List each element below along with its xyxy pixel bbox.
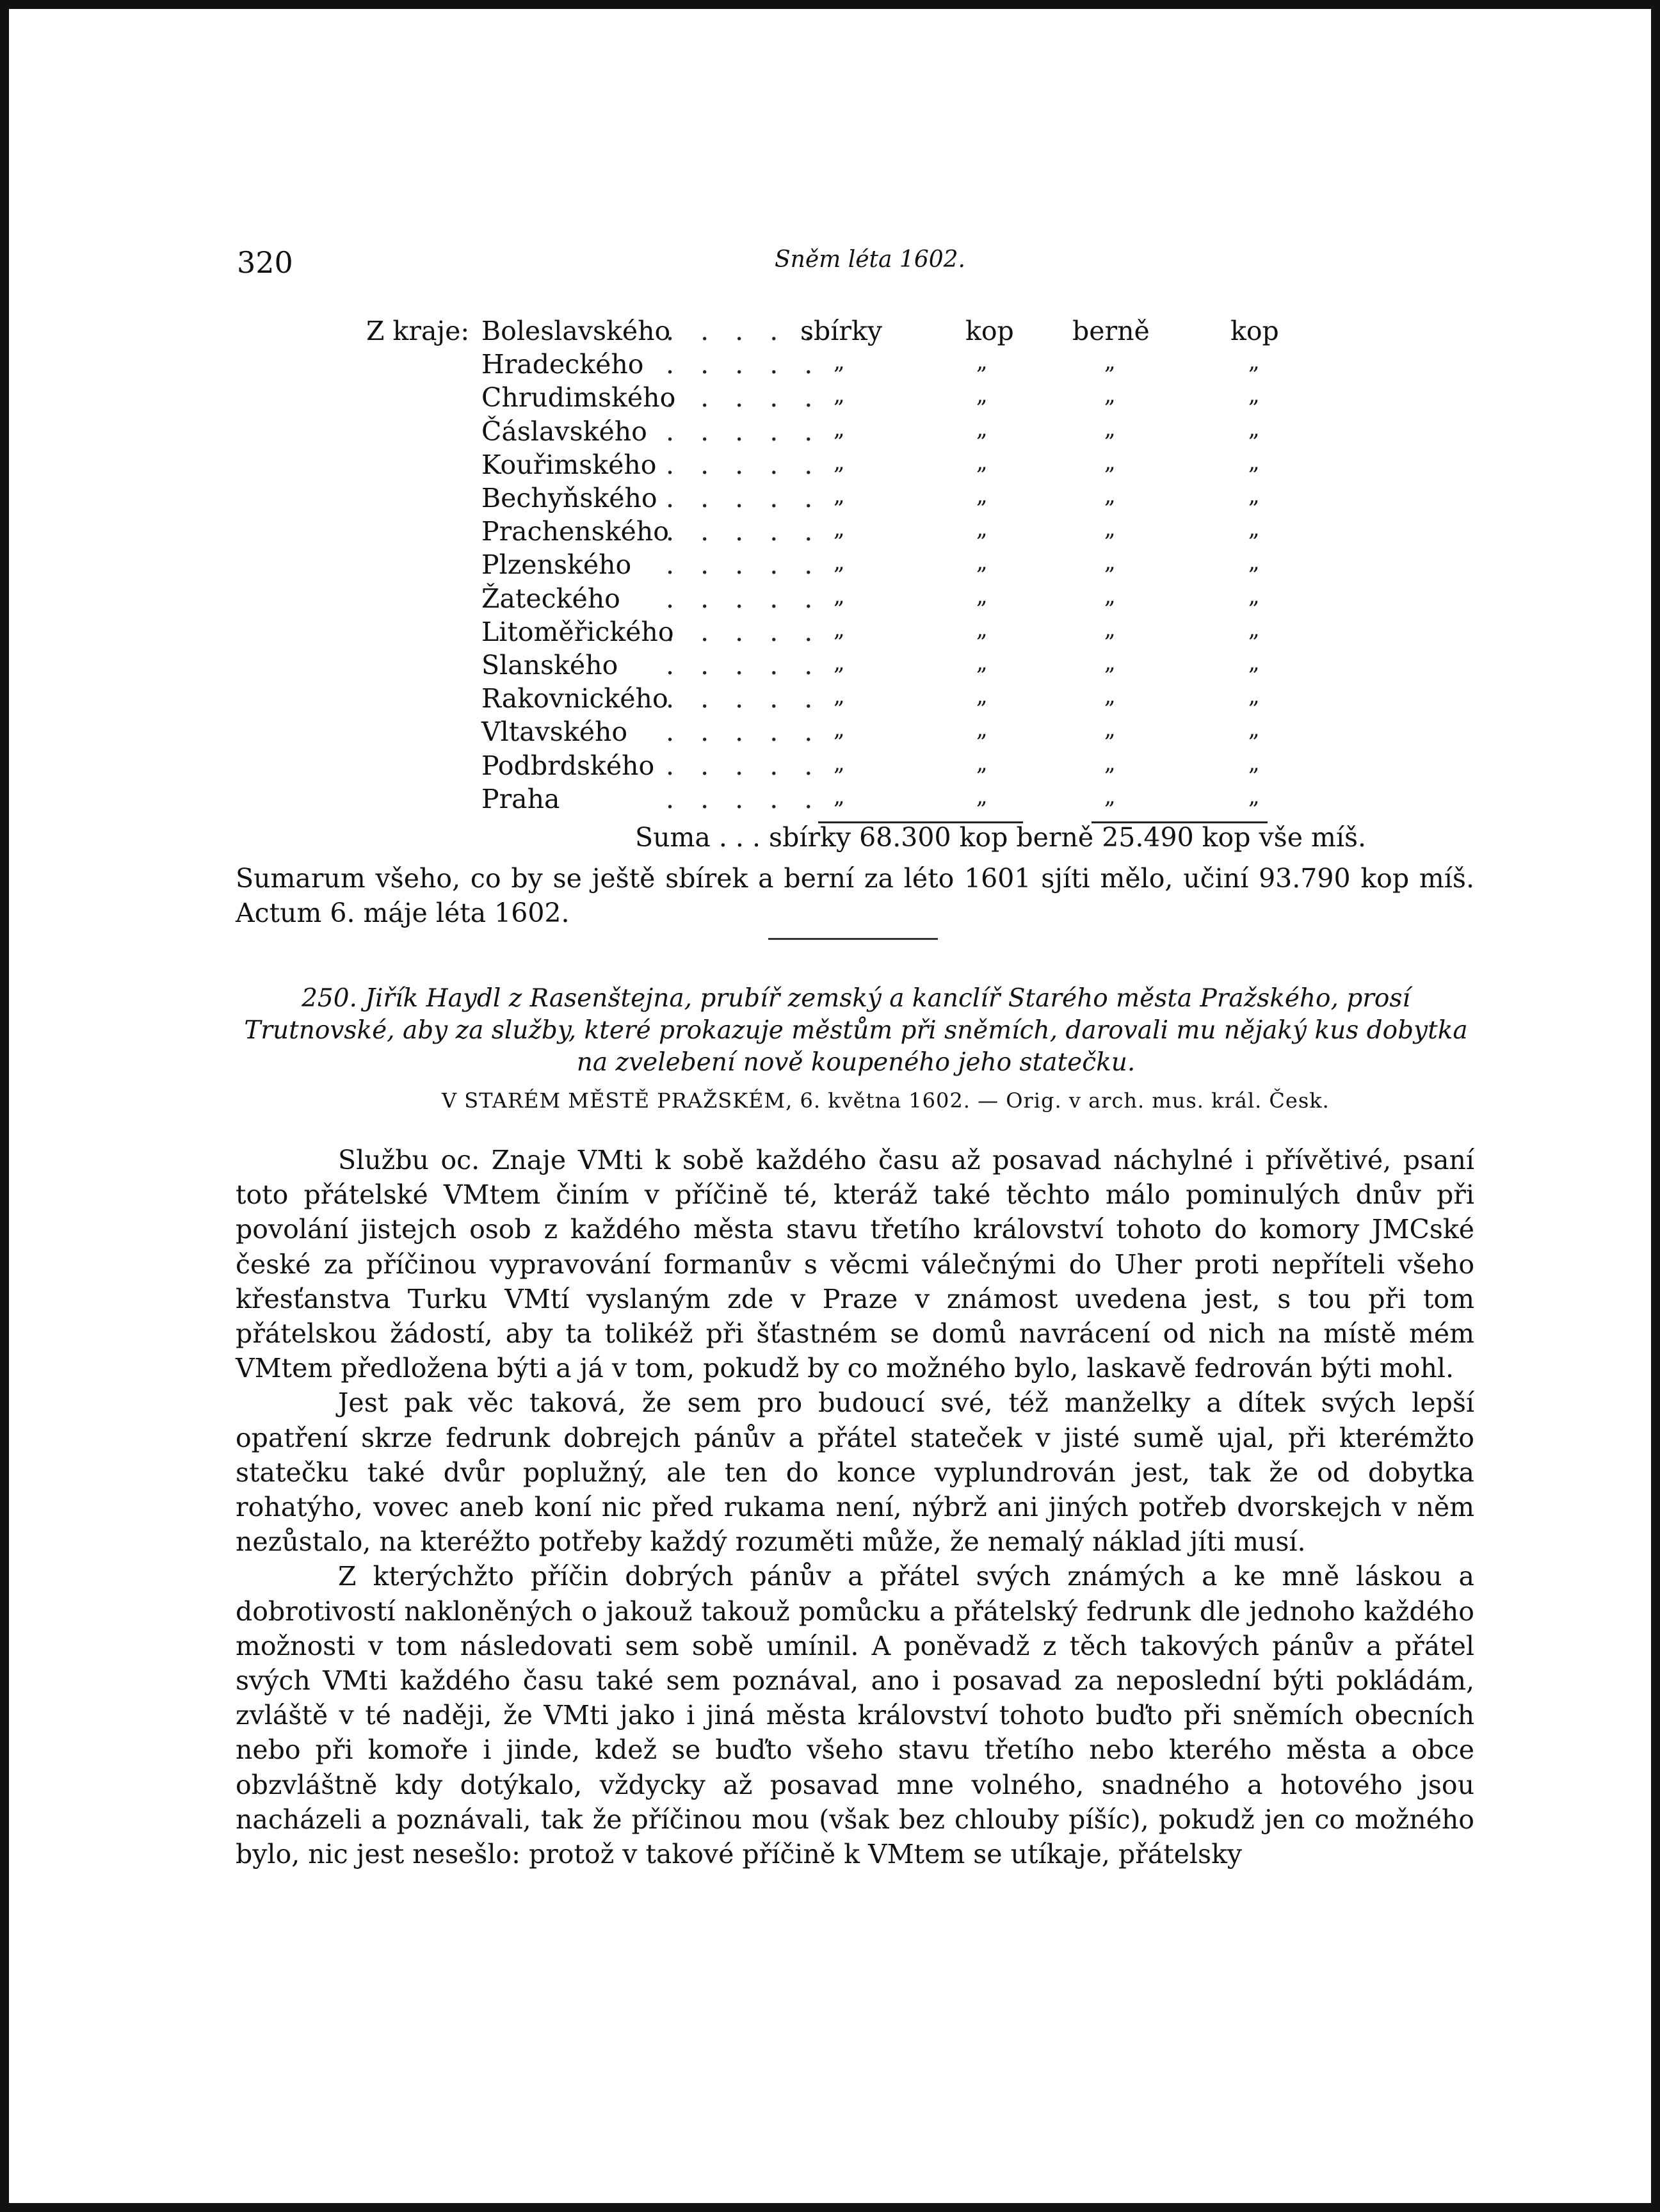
leader-dots: . . . . . — [666, 483, 822, 513]
ditto-mark: „ — [976, 516, 988, 542]
unit-label: kop — [1230, 316, 1279, 346]
ditto-mark: „ — [976, 416, 988, 442]
ditto-mark: „ — [1104, 449, 1116, 475]
ditto-mark: „ — [976, 549, 988, 575]
ditto-mark: „ — [976, 784, 988, 809]
ditto-mark: „ — [1104, 683, 1116, 709]
ditto-mark: „ — [1104, 617, 1116, 642]
ditto-mark: „ — [1248, 784, 1260, 809]
running-title: Sněm léta 1602. — [775, 246, 965, 273]
leader-dots: . . . . . — [666, 516, 822, 547]
table-prefix: Z kraje: — [366, 316, 470, 346]
ditto-mark: „ — [976, 716, 988, 742]
ditto-mark: „ — [976, 583, 988, 609]
ditto-mark: „ — [976, 349, 988, 375]
unit-label: kop — [965, 316, 1014, 346]
region-name: Bechyňského — [481, 483, 657, 513]
region-name: Slanského — [481, 650, 618, 681]
region-name: Chrudimského — [481, 382, 676, 413]
region-name: Litoměřického — [481, 617, 674, 647]
ditto-mark: „ — [834, 416, 845, 442]
document-heading: 250. Jiřík Haydl z Rasenštejna, prubíř zemský a kanclíř Starého města Pražského, prosí Trutnovské, aby za služby, které prokazuje městům při sněmích, darovali mu nějaký kus dobytka na zvelebení nově koupeného jeho statečku. — [244, 984, 1468, 1077]
ditto-mark: „ — [1248, 349, 1260, 375]
ditto-mark: „ — [1104, 549, 1116, 575]
region-name: Prachenského — [481, 516, 669, 547]
ditto-mark: „ — [1104, 416, 1116, 442]
region-name: Boleslavského — [481, 316, 671, 346]
ditto-mark: „ — [976, 449, 988, 475]
ditto-mark: „ — [1248, 650, 1260, 675]
leader-dots: . . . . . — [666, 617, 822, 647]
leader-dots: . . . . . — [666, 683, 822, 714]
ditto-mark: „ — [1248, 617, 1260, 642]
document-dateline: V STARÉM MĚSTĚ PRAŽSKÉM, 6. května 1602. — Orig. v arch. mus. král. Česk. — [442, 1088, 1330, 1113]
ditto-mark: „ — [976, 483, 988, 508]
ditto-mark: „ — [1248, 382, 1260, 408]
ditto-mark: „ — [834, 617, 845, 642]
ditto-mark: „ — [834, 382, 845, 408]
region-name: Podbrdského — [481, 750, 655, 781]
ditto-mark: „ — [1248, 683, 1260, 709]
region-name: Žateckého — [481, 583, 620, 614]
section-divider — [768, 938, 938, 940]
region-name: Čáslavského — [481, 416, 647, 447]
leader-dots: . . . . . — [666, 750, 822, 781]
ditto-mark: „ — [834, 549, 845, 575]
body-paragraph: Jest pak věc taková, že sem pro budoucí své, též manželky a dítek svých lepší opatření skrze fedrunk dobrejch pánův a přátel stateček v jisté sumě ujal, při kterémžto statečku také dvůr poplužný, ale ten do konce vyplundrován jest, tak že od dobytka rohatýho, vovec aneb koní nic před rukama není, nýbrž ani jiných potřeb dvorskejch v něm nezůstalo, na kteréžto potřeby každý rozuměti může, že nemalý náklad jíti musí. — [236, 1387, 1474, 1558]
region-name: Vltavského — [481, 716, 628, 747]
ditto-mark: „ — [834, 583, 845, 609]
ditto-mark: „ — [1248, 516, 1260, 542]
ditto-mark: „ — [834, 683, 845, 709]
ditto-mark: „ — [1248, 716, 1260, 742]
ditto-mark: „ — [1104, 583, 1116, 609]
ditto-mark: „ — [834, 349, 845, 375]
leader-dots: . . . . . — [666, 784, 822, 814]
ditto-mark: „ — [1104, 784, 1116, 809]
ditto-mark: „ — [1104, 716, 1116, 742]
ditto-mark: „ — [1104, 516, 1116, 542]
leader-dots: . . . . . — [666, 583, 822, 614]
berne-label: berně — [1072, 316, 1150, 346]
ditto-mark: „ — [1248, 483, 1260, 508]
ditto-mark: „ — [1248, 549, 1260, 575]
ditto-mark: „ — [1248, 449, 1260, 475]
ditto-mark: „ — [976, 683, 988, 709]
leader-dots: . . . . . — [666, 416, 822, 447]
leader-dots: . . . . . — [666, 449, 822, 480]
document-body — [236, 1143, 1474, 1871]
ditto-mark: „ — [1104, 382, 1116, 408]
leader-dots: . . . . . — [666, 349, 822, 380]
region-name: Plzenského — [481, 549, 632, 580]
ditto-mark: „ — [1104, 650, 1116, 675]
leader-dots: . . . . . — [666, 549, 822, 580]
region-name: Praha — [481, 784, 560, 814]
ditto-mark: „ — [834, 483, 845, 508]
ditto-mark: „ — [1104, 349, 1116, 375]
ditto-mark: „ — [1248, 583, 1260, 609]
table-total-row: Suma . . . sbírky 68.300 kop berně 25.490 kop vše míš. — [635, 822, 1367, 853]
summary-paragraph: Sumarum všeho, co by se ještě sbírek a berní za léto 1601 sjíti mělo, učiní 93.790 kop míš. Actum 6. máje léta 1602. — [236, 863, 1474, 928]
ditto-mark: „ — [976, 617, 988, 642]
leader-dots: . . . . . — [666, 316, 822, 346]
ditto-mark: „ — [834, 750, 845, 776]
page-number: 320 — [237, 245, 293, 280]
ditto-mark: „ — [1104, 750, 1116, 776]
ditto-mark: „ — [976, 382, 988, 408]
leader-dots: . . . . . — [666, 716, 822, 747]
region-name: Rakovnického — [481, 683, 668, 714]
ditto-mark: „ — [834, 784, 845, 809]
ditto-mark: „ — [1104, 483, 1116, 508]
body-paragraph: Z kterýchžto příčin dobrých pánův a přátel svých známých a ke mně láskou a dobrotivostí nakloněných o jakouž takouž pomůcku a přátelský fedrunk dle jednoho každého možnosti v tom následovati sem sobě umínil. A poněvadž z těch takových pánův a přátel svých VMti každého času také sem poznával, ano i posavad za neposlední býti pokládám, zvláště v té naději, že VMti jako i jiná města království tohoto buďto při sněmích obecních nebo při komoře i jinde, kdež se buďto všeho stavu třetího nebo kterého města a obce obzvláštně kdy dotýkalo, vždycky až posavad mne volného, snadného a hotového jsou nacházeli a poznávali, tak že příčinou mou (však bez chlouby píšíc), pokudž jen co možného bylo, nic jest nesešlo: protož v takové příčině k VMtem se utíkaje, přátelsky — [236, 1561, 1474, 1870]
leader-dots: . . . . . — [666, 650, 822, 681]
ditto-mark: „ — [1248, 750, 1260, 776]
ditto-mark: „ — [1248, 416, 1260, 442]
leader-dots: . . . . . — [666, 382, 822, 413]
ditto-mark: „ — [834, 650, 845, 675]
region-name: Kouřimského — [481, 449, 657, 480]
ditto-mark: „ — [834, 449, 845, 475]
sbirky-label: sbírky — [800, 316, 883, 346]
ditto-mark: „ — [976, 750, 988, 776]
body-paragraph: Službu oc. Znaje VMti k sobě každého času až posavad náchylné i přívětivé, psaní toto přátelské VMtem činím v příčině té, kteráž také těchto málo pominulých dnův při povolání jistejch osob z každého města stavu třetího království tohoto do komory JMCské české za příčinou vypravování formanův s věcmi válečnými do Uher proti nepříteli všeho křesťanstva Turku VMtí vyslaným zde v Praze v známost uvedena jest, s tou při tom přátelskou žádostí, aby ta tolikéž při šťastném se domů navrácení od nich na místě mém VMtem předložena býti a já v tom, pokudž by co možného bylo, laskavě fedrován býti mohl. — [236, 1145, 1474, 1384]
ditto-mark: „ — [976, 650, 988, 675]
ditto-mark: „ — [834, 516, 845, 542]
region-name: Hradeckého — [481, 349, 644, 380]
ditto-mark: „ — [834, 716, 845, 742]
